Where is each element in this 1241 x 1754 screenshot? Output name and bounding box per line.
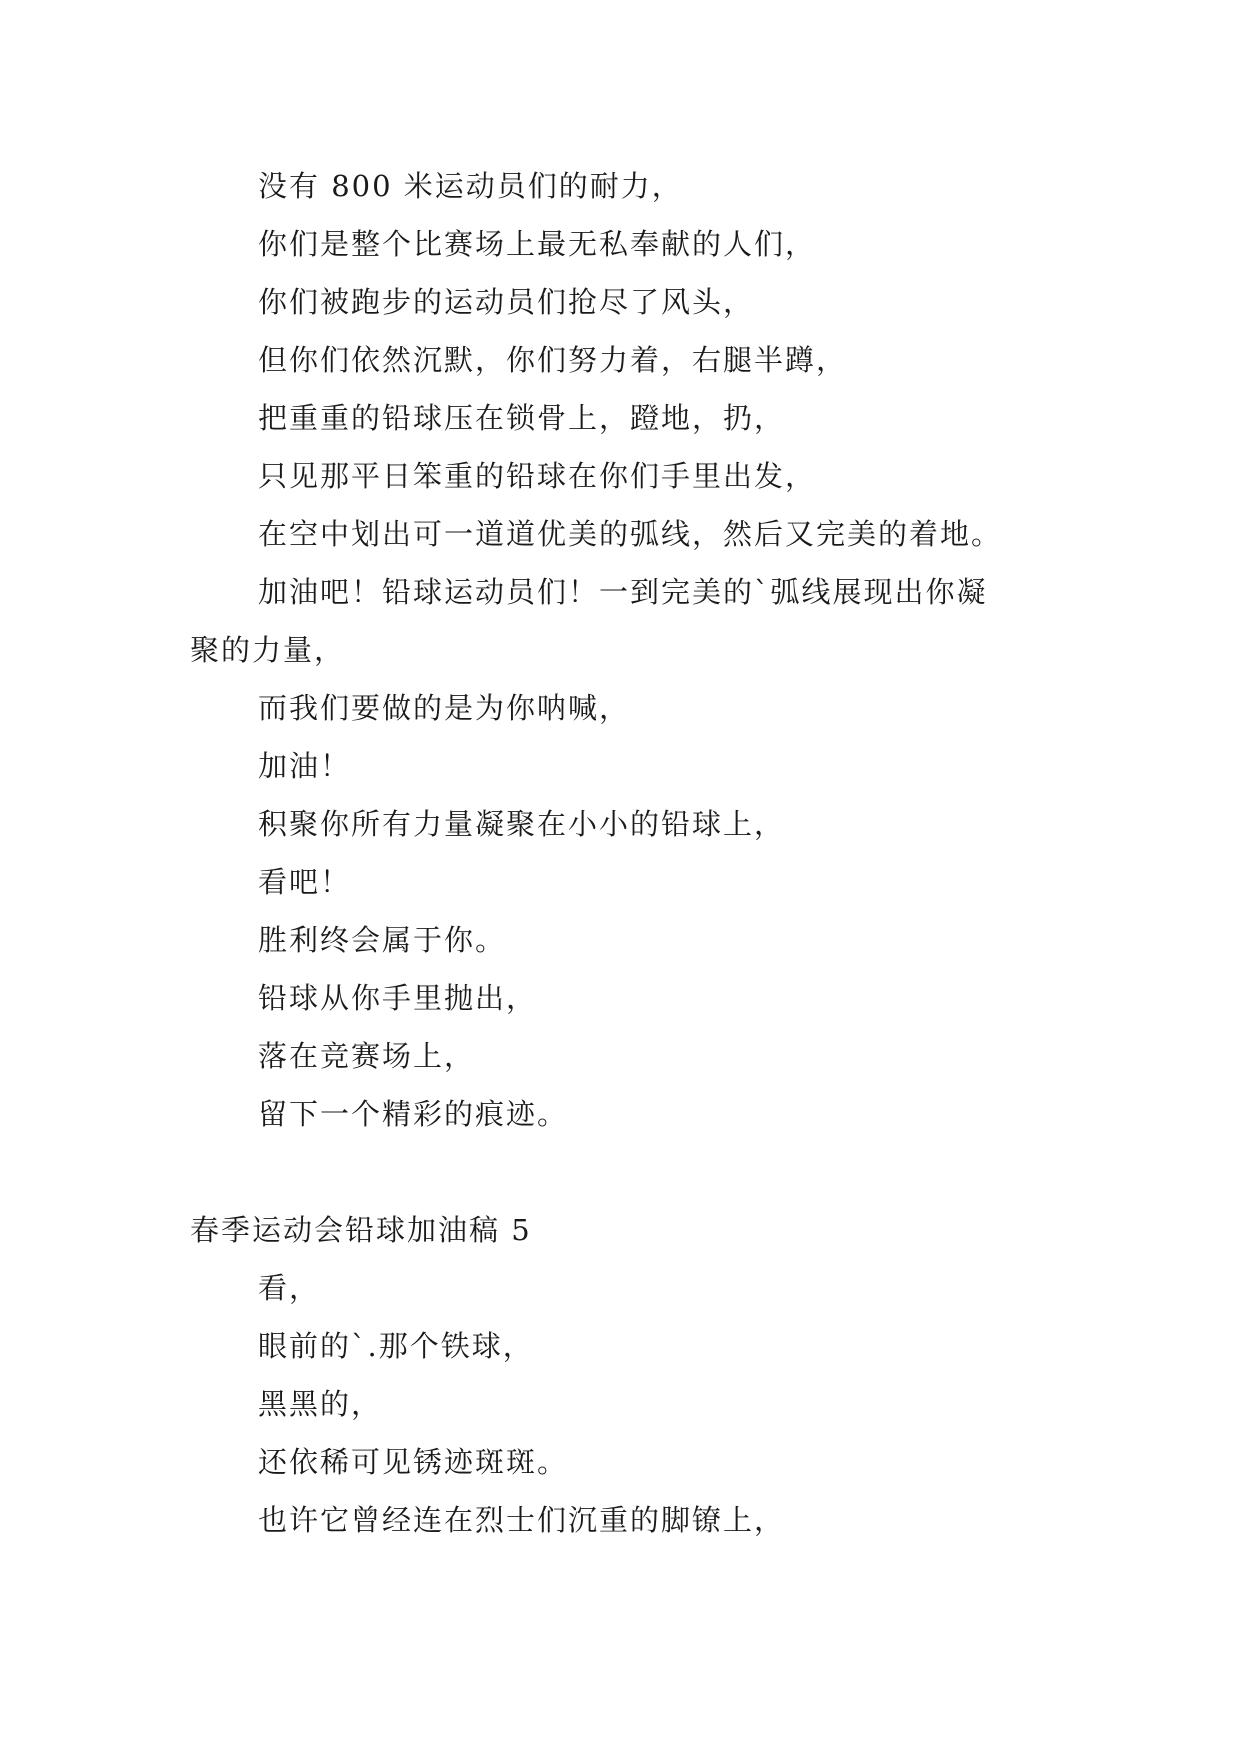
text-line: 也许它曾经连在烈士们沉重的脚镣上，	[258, 1503, 786, 1537]
text-line: 落在竞赛场上，	[258, 1039, 476, 1073]
text-line: 看吧！	[258, 865, 352, 899]
text-line: 只见那平日笨重的铅球在你们手里出发，	[258, 459, 817, 493]
text-line: 你们是整个比赛场上最无私奉献的人们，	[258, 227, 817, 261]
text-line: 积聚你所有力量凝聚在小小的铅球上，	[258, 807, 786, 841]
text-line: 黑黑的，	[258, 1387, 383, 1421]
text-line: 但你们依然沉默，你们努力着，右腿半蹲，	[258, 343, 848, 377]
text-line: 你们被跑步的运动员们抢尽了风头，	[258, 285, 755, 319]
text-line: 眼前的`.那个铁球，	[258, 1329, 534, 1363]
text-line: 加油！	[258, 749, 352, 783]
text-line: 而我们要做的是为你呐喊，	[258, 691, 631, 725]
text-line: 还依稀可见锈迹斑斑。	[258, 1445, 569, 1479]
text-line: 加油吧！铅球运动员们！一到完美的`弧线展现出你凝	[258, 575, 988, 609]
text-line: 把重重的铅球压在锁骨上，蹬地，扔，	[258, 401, 786, 435]
text-line: 聚的力量，	[190, 633, 346, 667]
text-line: 胜利终会属于你。	[258, 923, 507, 957]
text-line: 没有 800 米运动员们的耐力，	[258, 169, 683, 203]
section-heading: 春季运动会铅球加油稿 5	[190, 1213, 532, 1247]
text-line: 看，	[258, 1271, 321, 1305]
text-line: 留下一个精彩的痕迹。	[258, 1097, 569, 1131]
text-line: 铅球从你手里抛出，	[258, 981, 538, 1015]
text-line: 在空中划出可一道道优美的弧线，然后又完美的着地。	[258, 517, 1003, 551]
